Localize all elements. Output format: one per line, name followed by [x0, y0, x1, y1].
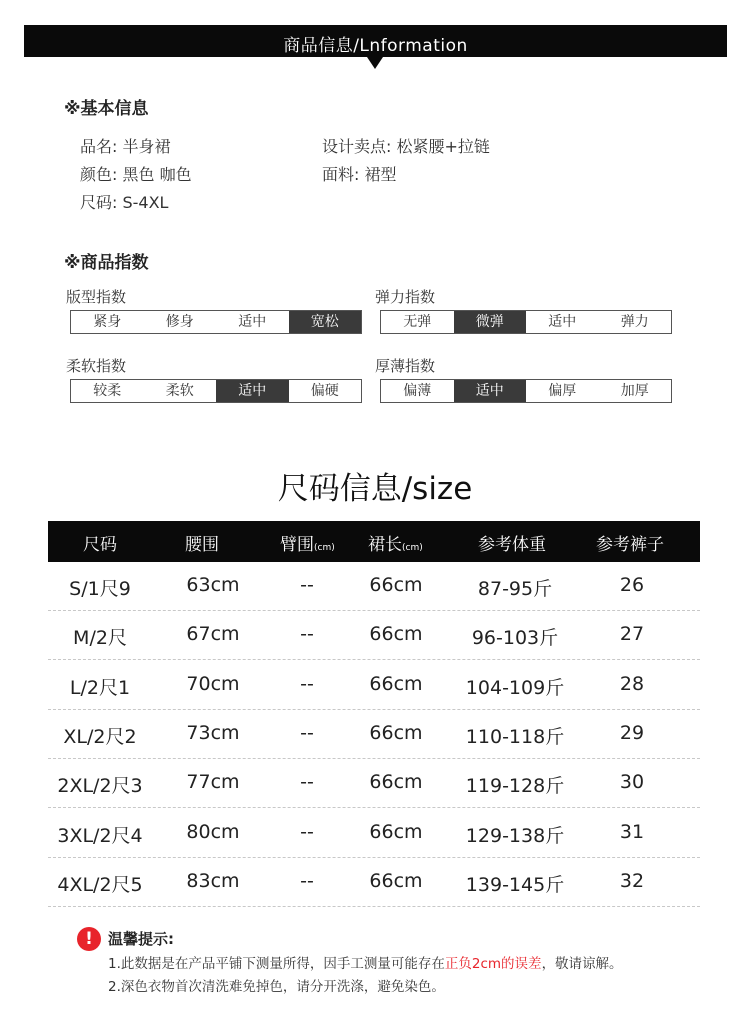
- cell-size: XL/2尺2: [63, 725, 137, 748]
- soft-option: 较柔: [93, 383, 122, 399]
- cell-pants: 29: [619, 721, 645, 744]
- cell-length: 66cm: [369, 574, 423, 596]
- cell-weight: 96-103斤: [471, 627, 559, 650]
- cell-size: M/2尺: [73, 627, 127, 650]
- cell-pants: 28: [619, 672, 645, 695]
- cell-arm: --: [300, 771, 314, 794]
- product-name: 品名: 半身裙: [80, 137, 171, 156]
- cell-length: 66cm: [369, 721, 423, 744]
- selling-point: 设计卖点: 松紧腰+拉链: [322, 137, 490, 156]
- cell-weight: 87-95斤: [477, 578, 553, 600]
- soft-index-scale: [70, 379, 362, 403]
- cell-pants: 31: [619, 820, 645, 843]
- cell-pants: 30: [619, 771, 645, 794]
- index-title: ※商品指数: [64, 253, 149, 273]
- size-table-header: [48, 521, 700, 562]
- cell-size: S/1尺9: [69, 578, 131, 600]
- product-fabric: 面料: 裙型: [322, 165, 397, 184]
- thick-option: 偏薄: [403, 383, 432, 399]
- size-section-title: 尺码信息/size: [277, 471, 473, 507]
- elastic-option: 适中: [548, 314, 577, 330]
- cell-length: 66cm: [369, 623, 423, 646]
- header-arm: 臂围(cm): [280, 535, 335, 555]
- soft-option: 偏硬: [310, 383, 339, 399]
- cell-arm: --: [300, 574, 314, 596]
- header-size: 尺码: [83, 535, 117, 555]
- header-waist: 腰围: [185, 535, 219, 555]
- cell-length: 66cm: [369, 869, 423, 892]
- elastic-option: 弹力: [620, 314, 649, 330]
- cell-waist: 67cm: [186, 623, 240, 646]
- cell-weight: 129-138斤: [465, 824, 565, 847]
- cell-waist: 63cm: [186, 574, 240, 596]
- elastic-option: 微弹: [454, 311, 527, 333]
- cell-weight: 104-109斤: [465, 676, 565, 699]
- cell-arm: --: [300, 623, 314, 646]
- header-notch: [367, 57, 383, 69]
- basic-info-title: ※基本信息: [64, 99, 149, 119]
- elastic-index-scale: [380, 310, 672, 334]
- soft-index-label: 柔软指数: [66, 357, 127, 375]
- cell-size: 4XL/2尺5: [57, 873, 143, 896]
- soft-option: 适中: [216, 380, 289, 402]
- header-title: 商品信息/Lnformation: [283, 36, 468, 56]
- cell-waist: 83cm: [186, 869, 240, 892]
- table-row: [48, 661, 700, 710]
- cell-pants: 32: [619, 869, 645, 892]
- cell-size: 2XL/2尺3: [57, 775, 143, 798]
- thick-index-label: 厚薄指数: [375, 357, 436, 375]
- table-row: [48, 611, 700, 660]
- soft-option: 柔软: [165, 383, 194, 399]
- table-row: [48, 562, 700, 611]
- table-row: [48, 710, 700, 759]
- fit-option: 修身: [165, 314, 194, 330]
- notice-line-1: 1.此数据是在产品平铺下测量所得，因手工测量可能存在正负2cm的误差，敬请谅解。: [108, 956, 623, 972]
- fit-index-label: 版型指数: [66, 288, 127, 306]
- thick-index-scale: [380, 379, 672, 403]
- fit-option: 紧身: [93, 314, 122, 330]
- cell-length: 66cm: [369, 771, 423, 794]
- cell-length: 66cm: [369, 820, 423, 843]
- header-length: 裙长(cm): [368, 535, 423, 555]
- elastic-option: 无弹: [403, 314, 432, 330]
- cell-size: 3XL/2尺4: [57, 824, 143, 847]
- cell-arm: --: [300, 672, 314, 695]
- cell-waist: 80cm: [186, 820, 240, 843]
- fit-option: 适中: [238, 314, 267, 330]
- cell-pants: 27: [619, 623, 645, 646]
- cell-waist: 77cm: [186, 771, 240, 794]
- elastic-index-label: 弹力指数: [375, 288, 436, 306]
- cell-arm: --: [300, 869, 314, 892]
- cell-size: L/2尺1: [69, 676, 131, 699]
- exclamation-icon: !: [77, 927, 101, 951]
- fit-index-scale: [70, 310, 362, 334]
- product-color: 颜色: 黑色 咖色: [80, 165, 192, 184]
- product-size: 尺码: S-4XL: [80, 193, 169, 212]
- table-row: [48, 809, 700, 858]
- thick-option: 偏厚: [548, 383, 577, 399]
- cell-weight: 139-145斤: [465, 873, 565, 896]
- cell-weight: 119-128斤: [465, 775, 565, 798]
- cell-weight: 110-118斤: [465, 725, 565, 748]
- table-row: [48, 858, 700, 907]
- thick-option: 加厚: [620, 383, 649, 399]
- cell-waist: 73cm: [186, 721, 240, 744]
- fit-option: 宽松: [289, 311, 362, 333]
- cell-length: 66cm: [369, 672, 423, 695]
- cell-pants: 26: [619, 574, 645, 596]
- cell-waist: 70cm: [186, 672, 240, 695]
- notice-title: 温馨提示:: [108, 930, 174, 948]
- notice-line-2: 2.深色衣物首次清洗难免掉色，请分开洗涤，避免染色。: [108, 979, 445, 995]
- cell-arm: --: [300, 820, 314, 843]
- cell-arm: --: [300, 721, 314, 744]
- thick-option: 适中: [454, 380, 527, 402]
- table-row: [48, 759, 700, 808]
- header-bar: [24, 25, 727, 57]
- header-pants: 参考裤子: [596, 535, 664, 555]
- header-weight: 参考体重: [478, 535, 546, 555]
